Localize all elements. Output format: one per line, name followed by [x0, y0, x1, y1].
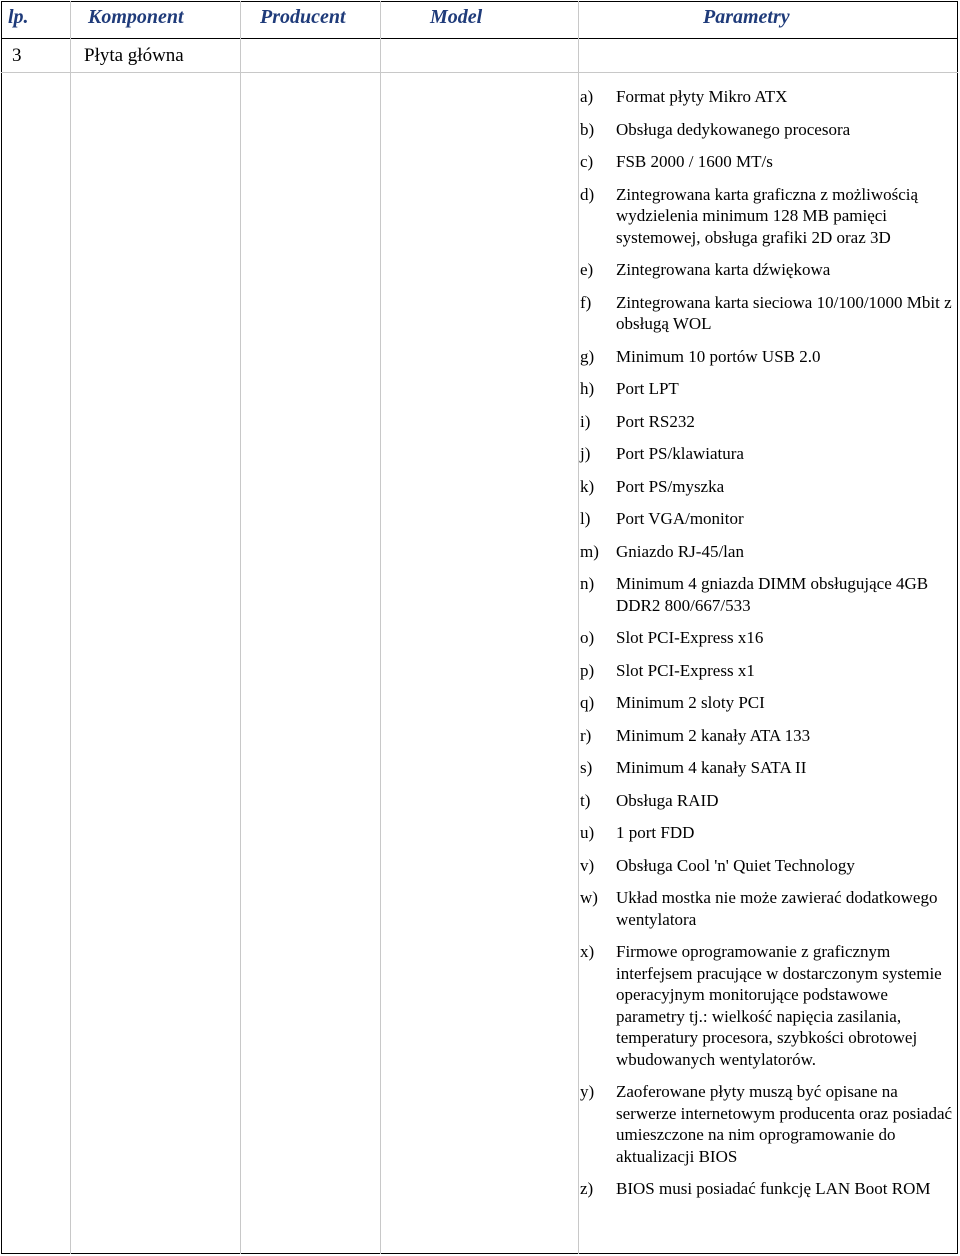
parameter-item	[580, 1081, 956, 1167]
parameter-text: Slot PCI-Express x1	[616, 660, 755, 680]
parameter-label: z)	[580, 1179, 594, 1198]
parameter-text: Zintegrowana karta dźwiękowa	[616, 260, 831, 279]
parameter-text: Zintegrowana karta sieciowa 10/100/1000 Mbit z obsługą WOL	[616, 292, 952, 333]
parameter-text: Port PS/myszka	[616, 476, 725, 496]
parameter-item	[580, 259, 956, 281]
parameter-item	[580, 692, 956, 714]
parameter-text: Minimum 2 sloty PCI	[616, 693, 765, 712]
row-lp: 3	[12, 45, 22, 66]
parameter-item	[580, 508, 956, 530]
header-model: Model	[430, 6, 483, 28]
parameter-text: Zaoferowane płyty muszą być opisane na serwerze internetowym producenta oraz posiadać umieszczone na nim oprogramowanie do aktualizacji BIOS	[616, 1082, 953, 1166]
parameter-label: p)	[580, 660, 595, 680]
parameter-item	[580, 346, 956, 368]
parameter-text: Minimum 4 gniazda DIMM obsługujące 4GB DDR2 800/667/533	[616, 574, 929, 615]
parameter-label: s)	[580, 758, 593, 777]
parameter-item	[580, 411, 956, 433]
parameter-text: Minimum 2 kanały ATA 133	[616, 725, 811, 745]
parameter-label: y)	[580, 1082, 595, 1101]
parameter-item	[580, 725, 956, 747]
parameter-item	[580, 151, 956, 173]
parameter-label: f)	[580, 292, 592, 312]
parameter-text: FSB 2000 / 1600 MT/s	[616, 152, 773, 171]
parameter-label: l)	[580, 509, 591, 528]
header-komponent: Komponent	[88, 6, 184, 28]
parameter-text: Układ mostka nie może zawierać dodatkowego wentylatora	[616, 888, 938, 929]
parameter-item	[580, 443, 956, 465]
parameter-item	[580, 86, 956, 108]
parameter-text: Firmowe oprogramowanie z graficznym interfejsem pracujące w dostarczonym systemie operacyjnym monitorujące podstawowe parametry tj.: wielkość napięcia zasilania, temperatury procesora, szybkości obrotowej wbudowanych wentylatorów.	[616, 942, 942, 1069]
parameter-item	[580, 378, 956, 400]
parameter-label: d)	[580, 184, 595, 204]
parameter-label: e)	[580, 260, 594, 279]
parameter-label: w)	[580, 888, 598, 907]
parameter-list	[580, 86, 956, 1211]
header-producent: Producent	[260, 6, 346, 28]
parameter-text: Obsługa RAID	[616, 790, 719, 810]
parameter-text: Port PS/klawiatura	[616, 444, 744, 463]
parameter-label: q)	[580, 693, 595, 712]
parameter-text: Format płyty Mikro ATX	[616, 87, 788, 106]
parameter-item	[580, 476, 956, 498]
row-title-divider	[1, 72, 958, 73]
parameter-item	[580, 941, 956, 1070]
parameter-item	[580, 573, 956, 616]
parameter-item	[580, 855, 956, 877]
parameter-item	[580, 660, 956, 682]
parameter-label: o)	[580, 628, 595, 647]
parameter-label: u)	[580, 823, 595, 842]
parameter-label: h)	[580, 379, 595, 398]
parameter-label: i)	[580, 411, 591, 431]
parameter-label: c)	[580, 152, 594, 171]
column-divider	[70, 1, 71, 1254]
parameter-item	[580, 887, 956, 930]
parameter-item	[580, 822, 956, 844]
parameter-label: g)	[580, 346, 595, 366]
row-komponent: Płyta główna	[84, 45, 184, 66]
parameter-text: Port LPT	[616, 379, 679, 398]
column-divider	[380, 1, 381, 1254]
parameter-item	[580, 1178, 956, 1200]
parameter-item	[580, 184, 956, 249]
parameter-text: 1 port FDD	[616, 823, 695, 842]
parameter-text: Port VGA/monitor	[616, 509, 744, 528]
parameter-item	[580, 541, 956, 563]
column-divider	[240, 1, 241, 1254]
parameter-label: a)	[580, 87, 594, 106]
parameter-item	[580, 790, 956, 812]
parameter-label: t)	[580, 790, 591, 810]
parameter-text: Port RS232	[616, 411, 695, 431]
parameter-item	[580, 757, 956, 779]
parameter-label: b)	[580, 119, 595, 139]
parameter-text: Slot PCI-Express x16	[616, 628, 764, 647]
parameter-text: Obsługa Cool 'n' Quiet Technology	[616, 855, 855, 875]
parameter-text: Minimum 10 portów USB 2.0	[616, 346, 821, 366]
parameter-item	[580, 292, 956, 335]
parameter-item	[580, 627, 956, 649]
header-parametry: Parametry	[703, 6, 790, 28]
parameter-label: v)	[580, 855, 595, 875]
parameter-text: Gniazdo RJ-45/lan	[616, 541, 744, 561]
parameter-text: BIOS musi posiadać funkcję LAN Boot ROM	[616, 1179, 931, 1198]
parameter-text: Obsługa dedykowanego procesora	[616, 119, 851, 139]
column-divider	[578, 1, 579, 1254]
parameter-text: Zintegrowana karta graficzna z możliwością wydzielenia minimum 128 MB pamięci systemowej, obsługa grafiki 2D oraz 3D	[616, 184, 919, 247]
header-lp: lp.	[8, 6, 29, 28]
header-divider	[1, 38, 958, 39]
parameter-label: x)	[580, 942, 595, 961]
parameter-label: k)	[580, 476, 595, 496]
parameter-text: Minimum 4 kanały SATA II	[616, 758, 807, 777]
parameter-label: r)	[580, 725, 592, 745]
parameter-label: m)	[580, 541, 599, 561]
parameter-label: n)	[580, 574, 595, 593]
parameter-label: j)	[580, 444, 591, 463]
parameter-item	[580, 119, 956, 141]
